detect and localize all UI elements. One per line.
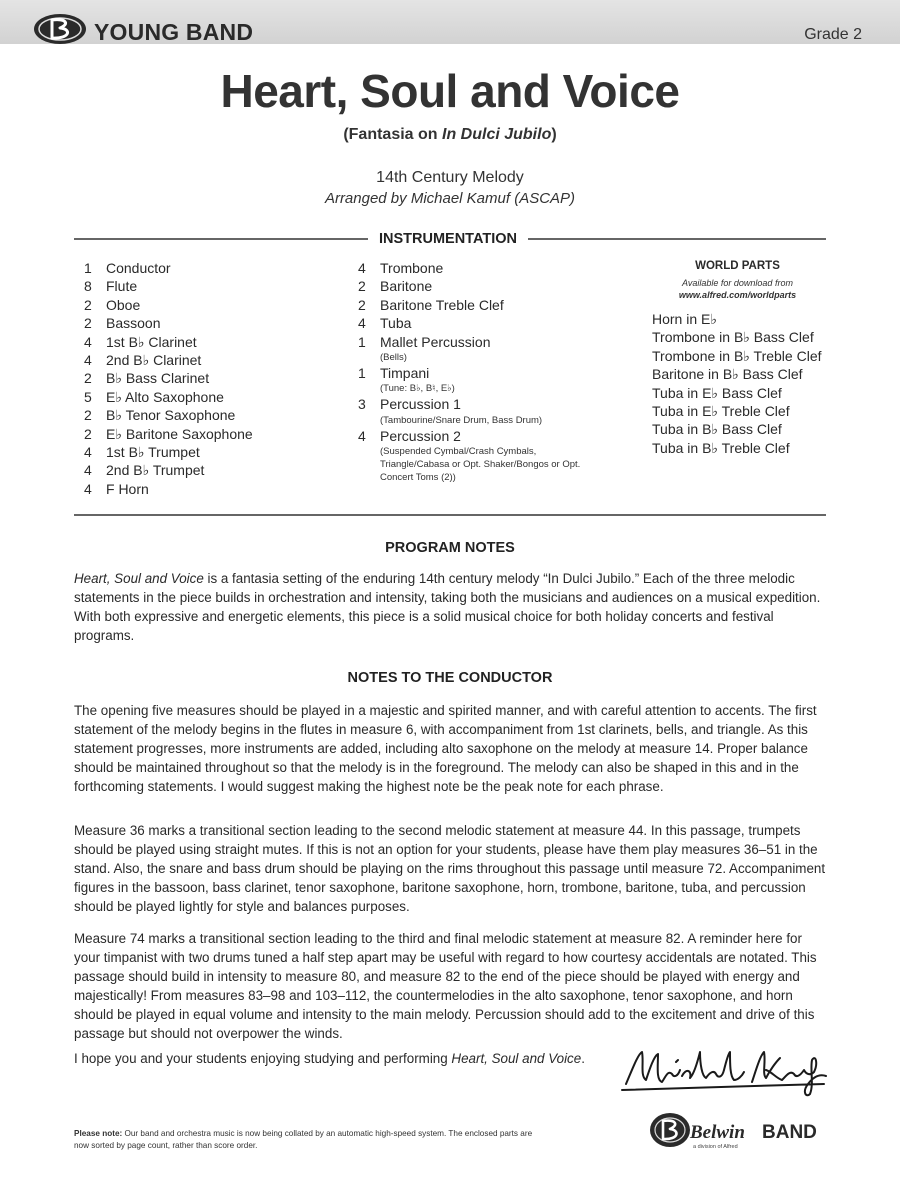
- closing-prefix: I hope you and your students enjoying studying and performing: [74, 1051, 452, 1066]
- world-part-item: Trombone in B♭ Treble Clef: [652, 347, 822, 364]
- instrument-item: [358, 296, 590, 314]
- instrument-item: [84, 388, 253, 406]
- instrument-count: 2: [358, 278, 366, 295]
- instrumentation-heading: INSTRUMENTATION: [378, 231, 517, 247]
- instrument-item: [84, 296, 253, 314]
- band-wordmark: BAND: [762, 1122, 817, 1143]
- instrument-name: E♭ Alto Saxophone: [106, 388, 224, 405]
- world-part-item: Tuba in E♭ Treble Clef: [652, 403, 790, 420]
- world-part-item: Baritone in B♭ Bass Clef: [652, 366, 803, 383]
- world-parts-title: WORLD PARTS: [695, 260, 780, 272]
- instrument-count: 2: [84, 425, 92, 442]
- instrument-detail: (Bells): [380, 352, 407, 364]
- world-part-item: Tuba in B♭ Bass Clef: [652, 421, 782, 438]
- conductor-notes-paragraph-1: The opening five measures should be played in a majestic and spirited manner, and with careful attention to accents. The first statement of the melody begins in the flutes in measure 6, with accompaniment from 1st clarinets, bells, and triangle. As this statement progresses, more instruments are added, including alto saxophone on the melody at measure 14. Proper balance should be maintained throughout so that the melody is in the foreground. The melody can also be shaped in this and in the forthcoming statements. I would suggest making the highest note be the peak note for each phrase.: [74, 703, 817, 794]
- instrument-item: [84, 277, 253, 295]
- instrument-item: [84, 351, 253, 369]
- instrument-name: Timpani: [380, 365, 430, 382]
- instrumentation-column-2: [358, 259, 590, 484]
- program-notes-paragraph: [74, 569, 828, 645]
- instrument-count: 2: [358, 296, 366, 313]
- instrument-count: 2: [84, 315, 92, 332]
- instrument-name: Percussion 1: [380, 396, 461, 413]
- grade-label: Grade 2: [804, 26, 862, 43]
- instrument-count: 2: [84, 370, 92, 387]
- instrument-detail: (Tambourine/Snare Drum, Bass Drum): [380, 414, 543, 426]
- instrument-name: Trombone: [380, 260, 444, 276]
- instrument-count: 8: [84, 278, 92, 295]
- instrument-count: 5: [84, 388, 92, 405]
- instrument-count: 4: [358, 260, 366, 276]
- instrument-name: Tuba: [380, 315, 412, 332]
- instrument-name: 1st B♭ Trumpet: [106, 444, 200, 461]
- collation-note-label: Please note:: [74, 1129, 123, 1138]
- divider-right: [528, 238, 826, 240]
- brand-name: YOUNG BAND: [94, 19, 254, 45]
- instrument-detail: (Suspended Cymbal/Crash Cymbals, Triangle/Cabasa or Opt. Shaker/Bongos or Opt. Concert Toms (2)): [380, 446, 581, 484]
- subtitle-prefix: (Fantasia on: [343, 126, 442, 143]
- divider-left: [74, 238, 368, 240]
- instrument-count: 4: [84, 462, 92, 479]
- instrumentation-bottom-divider: [74, 514, 826, 516]
- belwin-wordmark: Belwin: [690, 1122, 745, 1143]
- instrument-item: [358, 395, 590, 426]
- piece-title: Heart, Soul and Voice: [220, 65, 680, 117]
- instrument-item: [84, 259, 253, 277]
- melody-credit: 14th Century Melody: [376, 169, 524, 186]
- conductor-notes-paragraph-2: Measure 36 marks a transitional section leading to the second melodic statement at measure 44. In this passage, trumpets should be played using straight mutes. If this is not an option for your students, please have them play measures 36–51 in the stand. Also, the snare and bass drum should be playing on the rims throughout this passage until measure 72. Accompaniment figures in the bassoon, bass clarinet, tenor saxophone, baritone saxophone, horn, trombone, baritone, tuba, and percussion should be played lightly for style and balances purposes.: [74, 823, 826, 914]
- instrument-item: [358, 277, 590, 295]
- instrumentation-column-1: [84, 259, 253, 498]
- world-part-item: Trombone in B♭ Bass Clef: [652, 329, 814, 346]
- instrument-count: 4: [358, 427, 366, 444]
- world-parts-url[interactable]: www.alfred.com/worldparts: [678, 290, 797, 300]
- subtitle-suffix: ): [551, 126, 557, 143]
- program-notes-text: is a fantasia setting of the enduring 14th century melody “In Dulci Jubilo.” Each of the three melodic statements in the piece builds in orchestration and intensity, taking both the musicians and audiences on a musical expedition. With both expressive and energetic elements, this piece is a solid musical choice for both holiday concerts and festival programs.: [74, 571, 821, 643]
- instrument-count: 1: [358, 365, 366, 382]
- instrument-name: F Horn: [106, 480, 149, 497]
- young-band-logo-icon: [32, 12, 88, 46]
- world-part-item: Tuba in B♭ Treble Clef: [652, 439, 790, 456]
- instrument-count: 1: [84, 260, 92, 276]
- instrument-item: [84, 461, 253, 479]
- arranger-credit: Arranged by Michael Kamuf (ASCAP): [324, 190, 576, 207]
- instrument-item: [358, 333, 590, 364]
- instrument-name: E♭ Baritone Saxophone: [106, 425, 253, 442]
- instrument-count: 4: [358, 315, 366, 332]
- instrument-count: 2: [84, 407, 92, 424]
- instrument-item: [84, 369, 253, 387]
- subtitle-italic: In Dulci Jubilo: [442, 126, 552, 143]
- instrument-count: 2: [84, 296, 92, 313]
- instrument-item: [84, 406, 253, 424]
- instrument-count: 4: [84, 352, 92, 369]
- collation-note: [74, 1128, 544, 1151]
- instrument-item: [358, 364, 590, 395]
- instrument-name: Bassoon: [106, 315, 161, 332]
- world-parts-list: [652, 310, 822, 457]
- instrument-item: [84, 443, 253, 461]
- instrument-name: Baritone Treble Clef: [380, 296, 504, 313]
- division-tagline: a division of Alfred: [693, 1144, 738, 1150]
- program-notes-heading: PROGRAM NOTES: [385, 540, 515, 556]
- instrument-name: 2nd B♭ Clarinet: [106, 352, 202, 369]
- instrument-item: [84, 333, 253, 351]
- conductor-notes-paragraph-3: Measure 74 marks a transitional section leading to the third and final melodic statement at measure 82. A reminder here for your timpanist with two drums tuned a half step apart may be useful with regard to how courtesy accidentals are notated. This passage should build in intensity to measure 80, and measure 82 to the end of the piece should be played with energy and majestically! From measures 83–98 and 103–112, the countermelodies in the alto saxophone, tenor saxophone, and horn should be played in equal volume and intensity to the main melody. Percussion should add to the excitement and drive of this passage but should not overpower the winds.: [74, 931, 817, 1041]
- instrument-name: Baritone: [380, 278, 433, 295]
- instrument-item: [358, 427, 590, 484]
- signature-image: [620, 1040, 830, 1100]
- instrument-count: 4: [84, 333, 92, 350]
- instrument-name: Percussion 2: [380, 427, 461, 444]
- instrument-item: [84, 480, 253, 498]
- instrument-item: [84, 314, 253, 332]
- collation-note-text: Our band and orchestra music is now being collated by an automatic high-speed system. The enclosed parts are now sorted by page count, rather than score order.: [74, 1129, 533, 1150]
- world-part-item: Tuba in E♭ Bass Clef: [652, 384, 782, 401]
- instrument-name: Mallet Percussion: [380, 333, 491, 350]
- instrument-item: [358, 259, 590, 277]
- closing-line: [74, 1049, 634, 1068]
- instrument-name: Conductor: [106, 260, 171, 276]
- conductor-notes-heading: NOTES TO THE CONDUCTOR: [347, 670, 553, 686]
- instrument-name: Flute: [106, 278, 138, 295]
- instrument-item: [84, 425, 253, 443]
- instrument-count: 1: [358, 333, 366, 350]
- instrument-name: 1st B♭ Clarinet: [106, 333, 197, 350]
- instrument-count: 3: [358, 396, 366, 413]
- program-notes-lead: Heart, Soul and Voice: [74, 571, 204, 586]
- instrument-name: 2nd B♭ Trumpet: [106, 462, 205, 479]
- instrument-count: 4: [84, 444, 92, 461]
- world-part-item: Horn in E♭: [652, 311, 717, 327]
- instrument-name: B♭ Bass Clarinet: [106, 370, 210, 387]
- instrument-name: B♭ Tenor Saxophone: [106, 407, 236, 424]
- instrument-item: [358, 314, 590, 332]
- instrument-detail: (Tune: B♭, B♮, E♭): [380, 383, 455, 395]
- piece-subtitle: [0, 126, 900, 144]
- world-parts-available: Available for download from: [682, 278, 793, 288]
- instrument-name: Oboe: [106, 296, 141, 313]
- closing-suffix: .: [581, 1051, 585, 1066]
- instrument-count: 4: [84, 480, 92, 497]
- closing-italic: Heart, Soul and Voice: [451, 1051, 582, 1066]
